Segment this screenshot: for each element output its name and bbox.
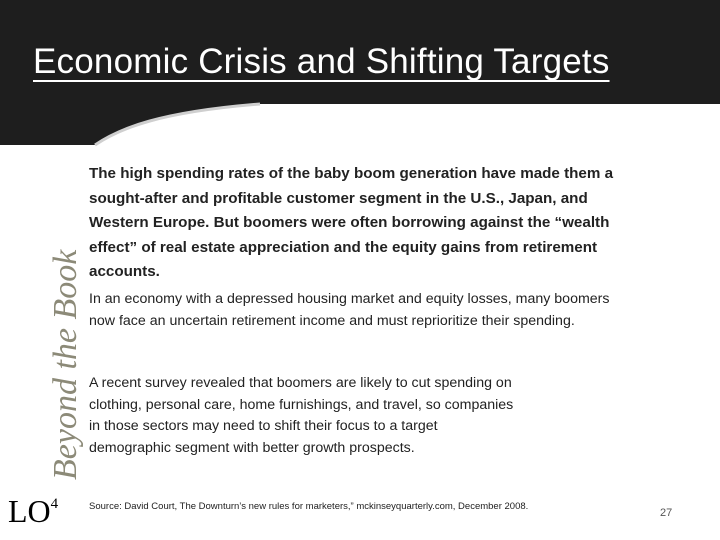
paragraph-2: In an economy with a depressed housing market and equity losses, many boomers now face an uncertain retirement income and must reprioritize their spending. xyxy=(89,291,610,329)
lo-label: LO xyxy=(8,493,51,529)
source-citation: Source: David Court, The Downturn’s new rules for marketers,” mckinseyquarterly.com, December 2008. xyxy=(89,501,529,512)
learning-objective-badge xyxy=(8,495,58,527)
slide-title: Economic Crisis and Shifting Targets xyxy=(33,42,610,81)
beyond-the-book-label: Beyond the Book xyxy=(47,249,84,480)
paragraph-3: A recent survey revealed that boomers are likely to cut spending on clothing, personal care, home furnishings, and travel, so companies in those sectors may need to shift their focus to a target demographic segment with better growth prospects. xyxy=(89,375,514,456)
paragraph-1: The high spending rates of the baby boom generation have made them a sought-after and profitable customer segment in the U.S., Japan, and Western Europe. But boomers were often borrowing against the “wealth effect” of real estate appreciation and the equity gains from retirement accounts. xyxy=(89,165,614,280)
page-number: 27 xyxy=(660,507,673,519)
lo-number: 4 xyxy=(50,496,59,513)
